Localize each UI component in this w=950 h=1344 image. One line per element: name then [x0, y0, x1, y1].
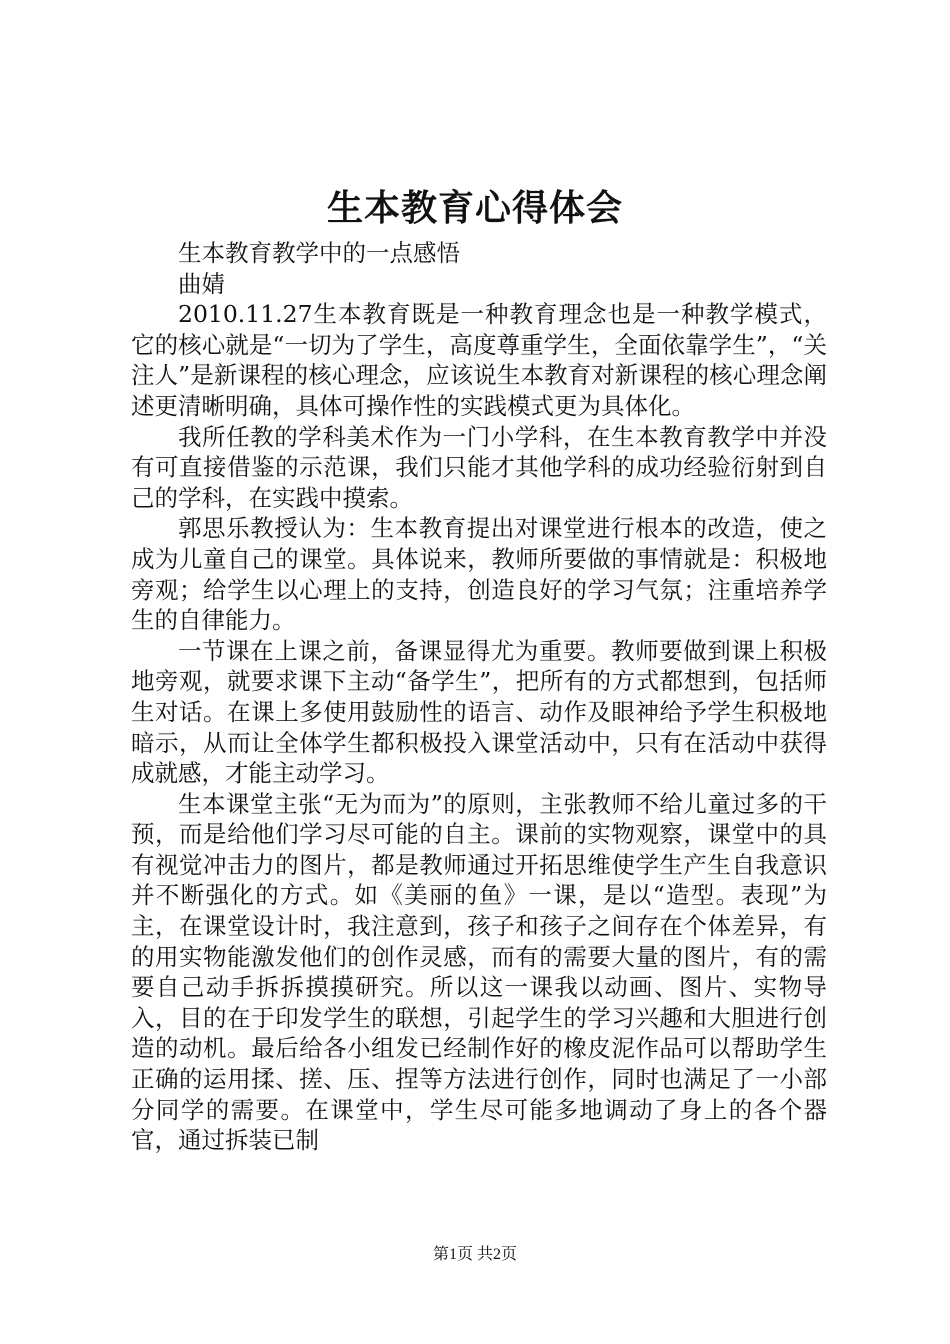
document-body	[131, 238, 827, 1156]
paragraph: 我所任教的学科美术作为一门小学科，在生本教育教学中并没有可直接借鉴的示范课，我们只能才其他学科的成功经验衍射到自己的学科，在实践中摸索。	[131, 422, 827, 512]
paragraph: 一节课在上课之前，备课显得尤为重要。教师要做到课上积极地旁观，就要求课下主动“备学生”，把所有的方式都想到，包括师生对话。在课上多使用鼓励性的语言、动作及眼神给予学生积极地暗示，从而让全体学生都积极投入课堂活动中，只有在活动中获得成就感，才能主动学习。	[131, 636, 827, 788]
paragraph: 生本课堂主张“无为而为”的原则，主张教师不给儿童过多的干预，而是给他们学习尽可能的自主。课前的实物观察，课堂中的具有视觉冲击力的图片，都是教师通过开拓思维使学生产生自我意识并不断强化的方式。如《美丽的鱼》一课，是以“造型。表现”为主，在课堂设计时，我注意到，孩子和孩子之间存在个体差异，有的用实物能激发他们的创作灵感，而有的需要大量的图片，有的需要自己动手拆拆摸摸研究。所以这一课我以动画、图片、实物导入，目的在于印发学生的联想，引起学生的学习兴趣和大胆进行创造的动机。最后给各小组发已经制作好的橡皮泥作品可以帮助学生正确的运用揉、搓、压、捏等方法进行创作，同时也满足了一小部分同学的需要。在课堂中，学生尽可能多地调动了身上的各个器官，通过拆装已制	[131, 789, 827, 1155]
author-line: 曲婧	[178, 269, 225, 298]
page-number-footer: 第1页 共2页	[432, 1246, 517, 1263]
document-title: 生本教育心得体会	[326, 187, 623, 229]
paragraph: 郭思乐教授认为：生本教育提出对课堂进行根本的改造，使之成为儿童自己的课堂。具体说来，教师所要做的事情就是：积极地旁观；给学生以心理上的支持，创造良好的学习气氛；注重培养学生的自律能力。	[131, 514, 827, 635]
paragraph: 2010.11.27生本教育既是一种教育理念也是一种教学模式，它的核心就是“一切为了学生，高度尊重学生，全面依靠学生”，“关注人”是新课程的核心理念，应该说生本教育对新课程的核心理念阐述更清晰明确，具体可操作性的实践模式更为具体化。	[131, 300, 827, 420]
subtitle-line: 生本教育教学中的一点感悟	[178, 239, 460, 267]
